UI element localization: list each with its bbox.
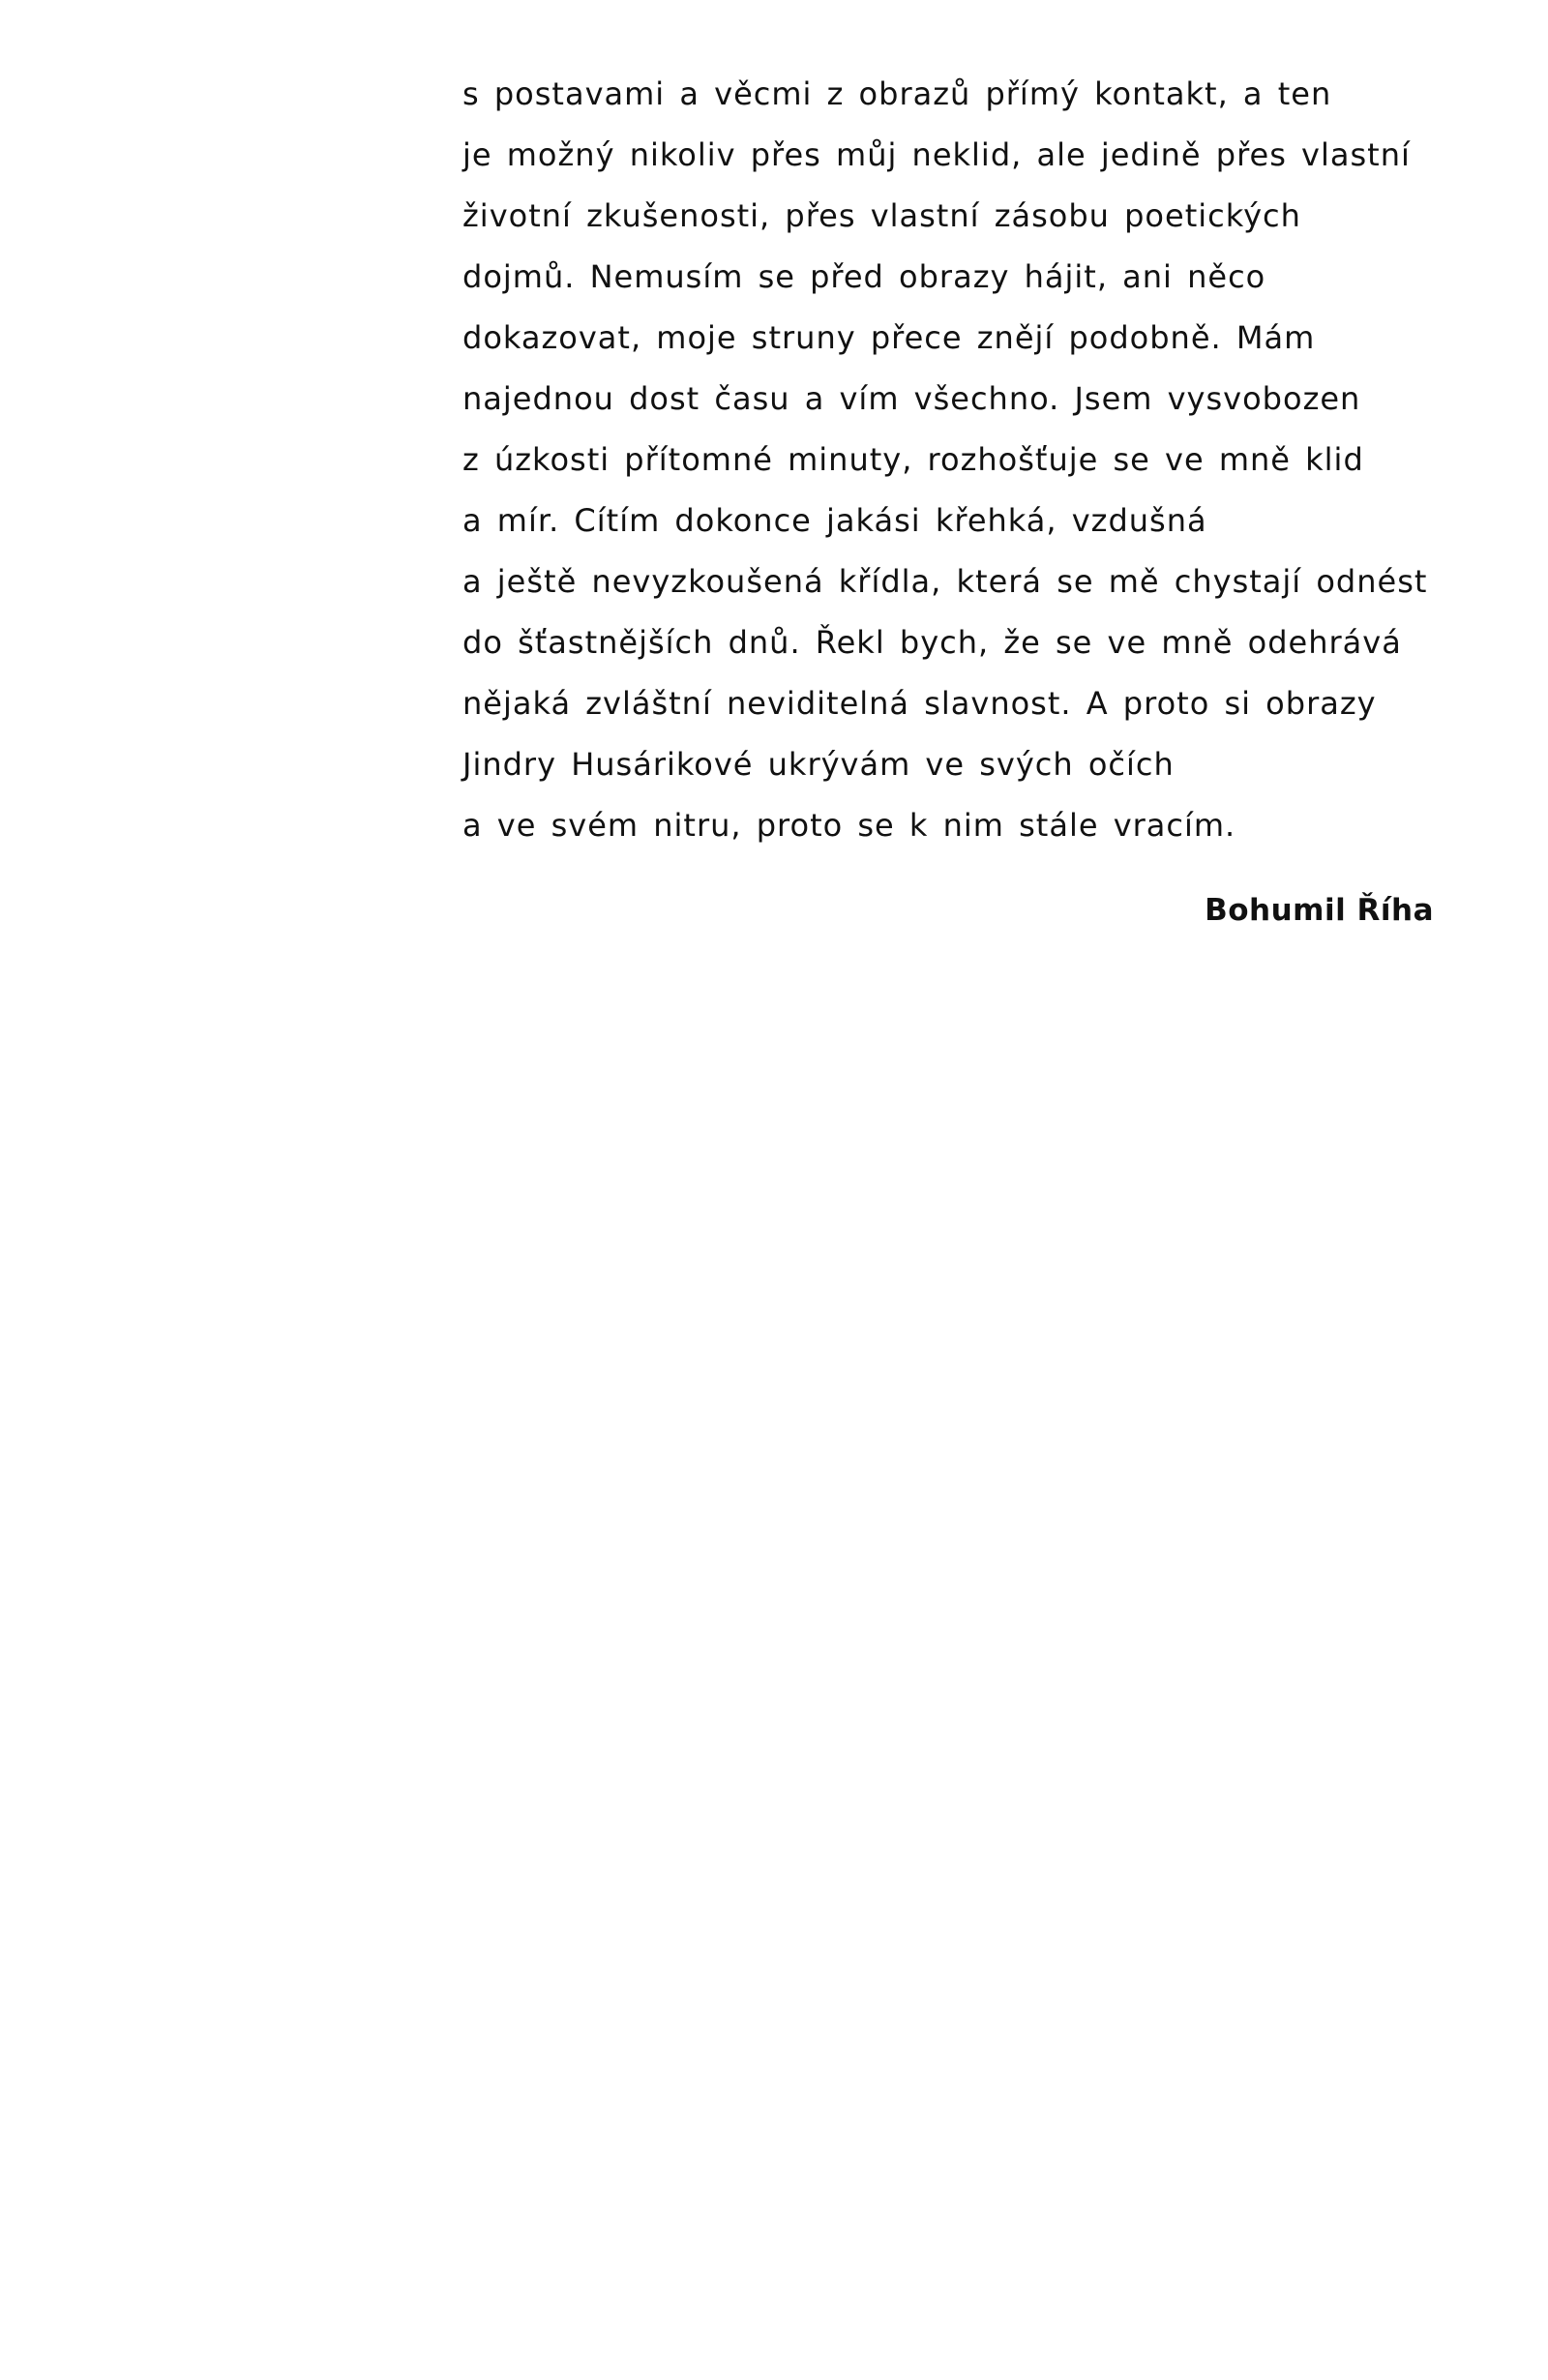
body-text — [462, 64, 1435, 856]
text-line: dokazovat, moje struny přece znějí podobně. Mám — [462, 319, 1316, 356]
text-line: z úzkosti přítomné minuty, rozhošťuje se ve mně klid — [462, 441, 1364, 478]
text-line: životní zkušenosti, přes vlastní zásobu poetických — [462, 197, 1301, 234]
text-line: a ještě nevyzkoušená křídla, která se mě chystají odnést — [462, 563, 1428, 600]
text-line: najednou dost času a vím všechno. Jsem vysvobozen — [462, 380, 1361, 417]
text-line: do šťastnějších dnů. Řekl bych, že se ve mně odehrává — [462, 624, 1402, 661]
text-line: a mír. Cítím dokonce jakási křehká, vzdušná — [462, 502, 1207, 539]
text-line: dojmů. Nemusím se před obrazy hájit, ani něco — [462, 258, 1266, 295]
author-signature: Bohumil Říha — [1205, 893, 1434, 928]
text-line: Jindry Husárikové ukrývám ve svých očích — [462, 746, 1175, 783]
text-line: s postavami a věcmi z obrazů přímý kontakt, a ten — [462, 75, 1332, 112]
text-line: je možný nikoliv přes můj neklid, ale jedině přes vlastní — [462, 136, 1411, 173]
text-line: a ve svém nitru, proto se k nim stále vracím. — [462, 807, 1236, 844]
text-line: nějaká zvláštní neviditelná slavnost. A proto si obrazy — [462, 685, 1377, 722]
